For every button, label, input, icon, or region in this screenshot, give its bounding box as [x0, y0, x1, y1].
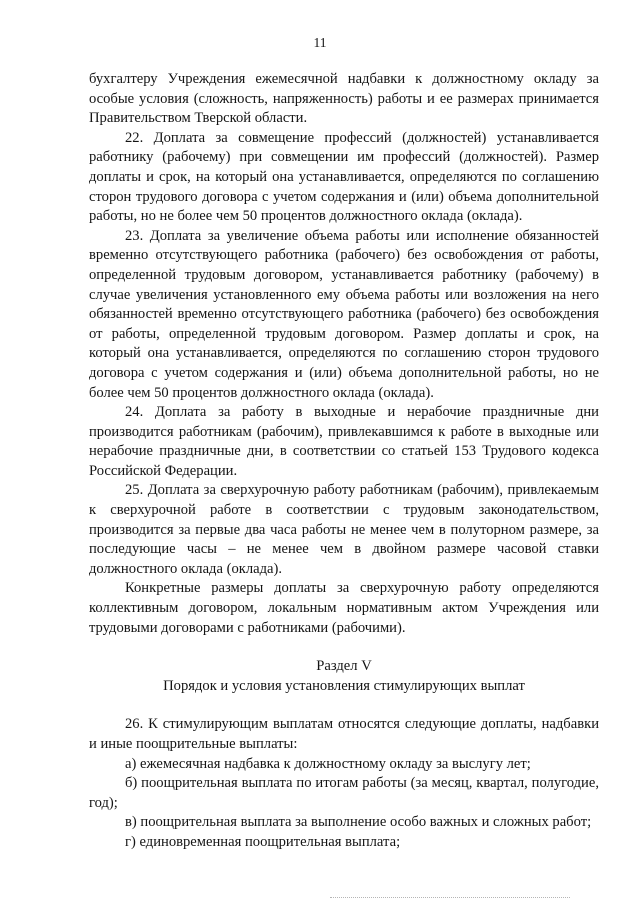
- list-item-v: в) поощрительная выплата за выполнение особо важных и сложных работ;: [125, 814, 592, 831]
- paragraph-overtime-terms: Конкретные размеры доплаты за сверхурочную работу определяются коллективным договором, локальным нормативным актом Учреждения или трудовыми договорами с работниками (рабочими).: [89, 580, 599, 636]
- page-number: 11: [313, 35, 327, 50]
- paragraph-22: 22. Доплата за совмещение профессий (должностей) устанавливается работнику (рабочему) при совмещении им профессий (должностей). Размер доплаты и срок, на который она устанавливается, определяются по соглашению сторон трудового договора с учетом содержания и (или) объема дополнительной работы, но не более чем 50 процентов должностного оклада (оклада).: [89, 129, 599, 225]
- paragraph-26: 26. К стимулирующим выплатам относятся следующие доплаты, надбавки и иные поощрительные выплаты:: [89, 716, 599, 752]
- document-body: [89, 70, 599, 853]
- list-item-b: б) поощрительная выплата по итогам работы (за месяц, квартал, полугодие, год);: [89, 775, 599, 811]
- paragraph-25: 25. Доплата за сверхурочную работу работникам (рабочим), привлекаемым к сверхурочной работе в соответствии с трудовым законодательством, производится за первые два часа работы не менее чем в полуторном размере, за последующие часы – не менее чем в двойном размере часовой ставки должностного оклада (оклада).: [89, 482, 599, 577]
- scan-artifact-divider: [330, 897, 570, 899]
- list-item-a: а) ежемесячная надбавка к должностному окладу за выслугу лет;: [125, 755, 531, 772]
- list-item-g: г) единовременная поощрительная выплата;: [125, 833, 401, 850]
- paragraph-continuation: бухгалтеру Учреждения ежемесячной надбавки к должностному окладу за особые условия (сложность, напряженность) работы и ее размерах принимается Правительством Тверской области.: [89, 71, 599, 127]
- section-heading: Раздел V: [316, 658, 372, 675]
- paragraph-23: 23. Доплата за увеличение объема работы или исполнение обязанностей временно отсутствующего работника (рабочего) без освобождения от работы, определенной трудовым договором, устанавливается работнику (рабочему) в случае увеличения установленного ему объема работы или возложения на него обязанностей временно отсутствующего работника (рабочего) без освобождения от работы, определенной трудовым договором. Размер доплаты и срок, на который она устанавливается, определяются по соглашению сторон трудового договора с учетом содержания и (или) объема дополнительной работы, но не более чем 50 процентов должностного оклада (оклада).: [89, 227, 599, 401]
- paragraph-24: 24. Доплата за работу в выходные и нерабочие праздничные дни производится работникам (рабочим), привлекавшимся к работе в выходные или нерабочие праздничные дни, в соответствии со статьей 153 Трудового кодекса Российской Федерации.: [89, 404, 599, 479]
- section-title: Порядок и условия установления стимулирующих выплат: [163, 677, 525, 694]
